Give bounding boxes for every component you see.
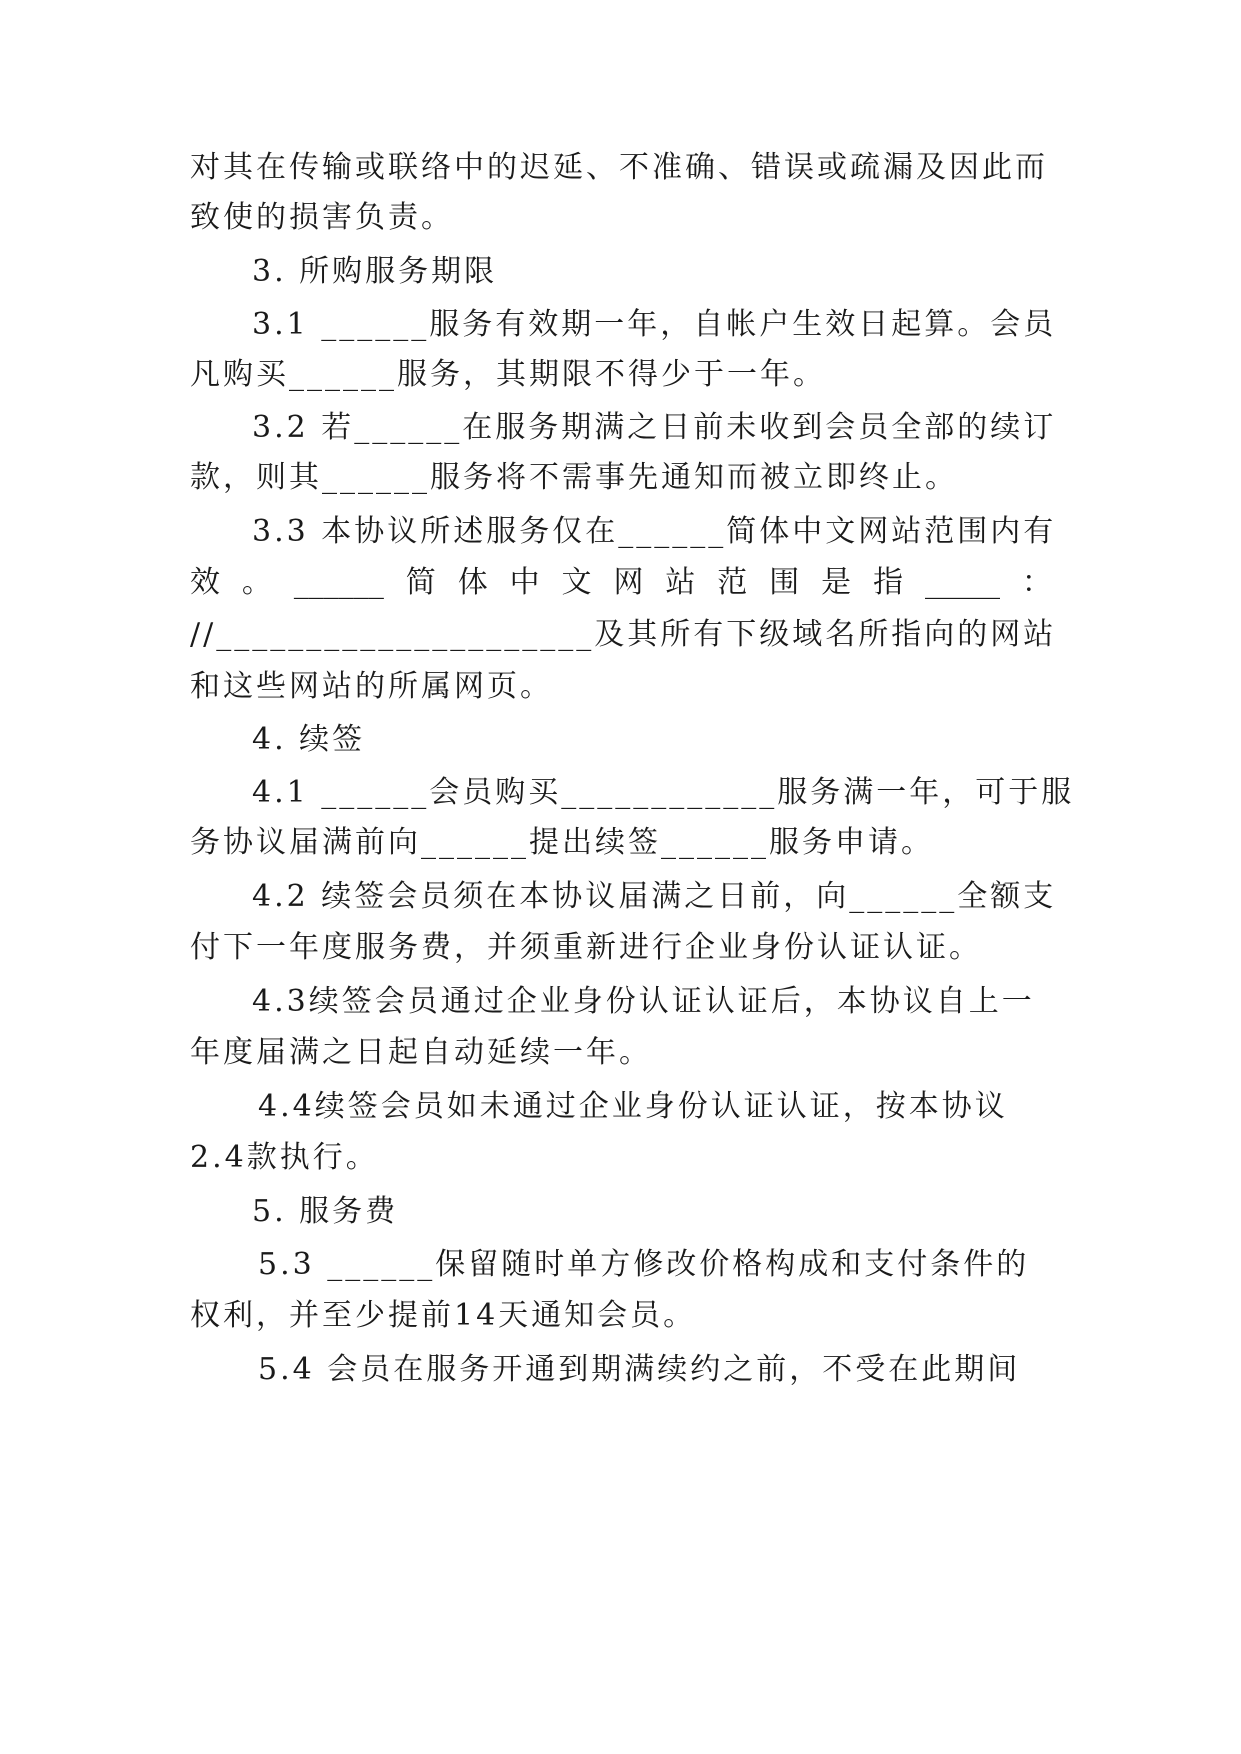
clause-4-1: 4.1 ______会员购买____________服务满一年，可于服 — [252, 775, 1075, 810]
clause-4-3: 4.3续签会员通过企业身份认证认证后，本协议自上一 — [252, 984, 1035, 1019]
clause-5-4: 5.4 会员在服务开通到期满续约之前，不受在此期间 — [258, 1352, 1021, 1387]
paragraph-line: 权利，并至少提前14天通知会员。 — [190, 1298, 697, 1333]
clause-3-1: 3.1 ______服务有效期一年，自帐户生效日起算。会员 — [252, 307, 1057, 342]
paragraph-line: //_____________________及其所有下级域名所指向的网站 — [190, 617, 1057, 652]
clause-4-2: 4.2 续签会员须在本协议届满之日前，向______全额支 — [252, 879, 1057, 914]
clause-4-4: 4.4续签会员如未通过企业身份认证认证，按本协议 — [258, 1089, 1008, 1124]
paragraph-line: 和这些网站的所属网页。 — [190, 669, 553, 704]
paragraph-line: 对其在传输或联络中的迟延、不准确、错误或疏漏及因此而 — [190, 150, 1048, 185]
paragraph-line: 款，则其______服务将不需事先通知而被立即终止。 — [190, 460, 958, 495]
section-heading: 5. 服务费 — [252, 1194, 399, 1229]
paragraph-line: 付下一年度服务费，并须重新进行企业身份认证认证。 — [190, 930, 982, 965]
section-heading: 4. 续签 — [252, 722, 366, 757]
section-heading: 3. 所购服务期限 — [252, 254, 498, 289]
paragraph-line: 致使的损害负责。 — [190, 200, 454, 235]
clause-5-3: 5.3 ______保留随时单方修改价格构成和支付条件的 — [258, 1247, 1030, 1282]
spread-line: 效 。 ______ 简 体 中 文 网 站 范 围 是 指 _____ ： — [190, 565, 1052, 600]
paragraph-line: 年度届满之日起自动延续一年。 — [190, 1035, 652, 1070]
paragraph-line: 凡购买______服务，其期限不得少于一年。 — [190, 357, 826, 392]
paragraph-line: 2.4款执行。 — [190, 1140, 379, 1175]
clause-3-3: 3.3 本协议所述服务仅在______简体中文网站范围内有 — [252, 514, 1057, 549]
paragraph-line: 务协议届满前向______提出续签______服务申请。 — [190, 825, 934, 860]
clause-3-2: 3.2 若______在服务期满之日前未收到会员全部的续订 — [252, 410, 1057, 445]
